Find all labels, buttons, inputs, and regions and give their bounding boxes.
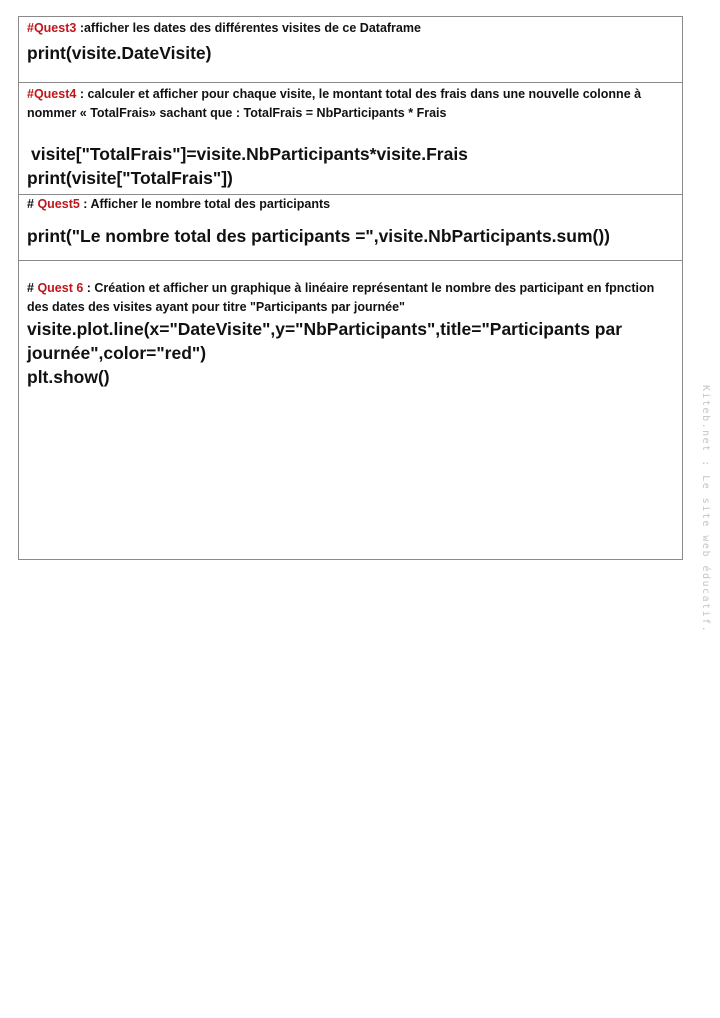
- quest4-tag: #Quest4: [27, 87, 77, 101]
- quest3-cell: [19, 17, 682, 83]
- quest4-code-line2: print(visite["TotalFrais"]): [27, 168, 233, 188]
- quest6-hash: #: [27, 281, 38, 295]
- quest4-code-line1: visite["TotalFrais"]=visite.NbParticipants*visite.Frais: [31, 144, 468, 164]
- quest5-hash: #: [27, 197, 38, 211]
- quest4-text: : calculer et afficher pour chaque visite, le montant total des frais dans une nouvelle colonne à nommer « TotalFrais» sachant que : TotalFrais = NbParticipants * Frais: [27, 87, 642, 120]
- quest3-code: print(visite.DateVisite): [27, 43, 212, 63]
- quest3-text: :afficher les dates des différentes visites de ce Dataframe: [76, 21, 421, 35]
- quest6-code-line1: visite.plot.line(x="DateVisite",y="NbParticipants",title="Participants par journée",color="red"): [27, 319, 623, 363]
- quest4-cell: [19, 83, 682, 195]
- quest3-question: [27, 19, 674, 38]
- quest5-cell: [19, 195, 682, 261]
- watermark-text: Kiteb.net : Le site web éducatif.: [700, 385, 711, 634]
- quest6-text: : Création et afficher un graphique à linéaire représentant le nombre des participant en fpnction des dates des visites ayant pour titre "Participants par journée": [27, 281, 655, 314]
- quest4-question: [27, 85, 674, 123]
- exercise-table: [18, 16, 683, 560]
- quest6-question: [27, 279, 674, 317]
- quest5-text: : Afficher le nombre total des participants: [79, 197, 331, 211]
- quest3-tag: #Quest3: [27, 21, 77, 35]
- quest6-code-line2: plt.show(): [27, 367, 110, 387]
- quest6-cell: [19, 261, 682, 559]
- quest5-tag: Quest5: [37, 197, 80, 211]
- quest5-code: print("Le nombre total des participants =",visite.NbParticipants.sum()): [27, 226, 611, 246]
- quest5-question: [27, 195, 674, 214]
- quest6-tag: Quest 6: [37, 281, 84, 295]
